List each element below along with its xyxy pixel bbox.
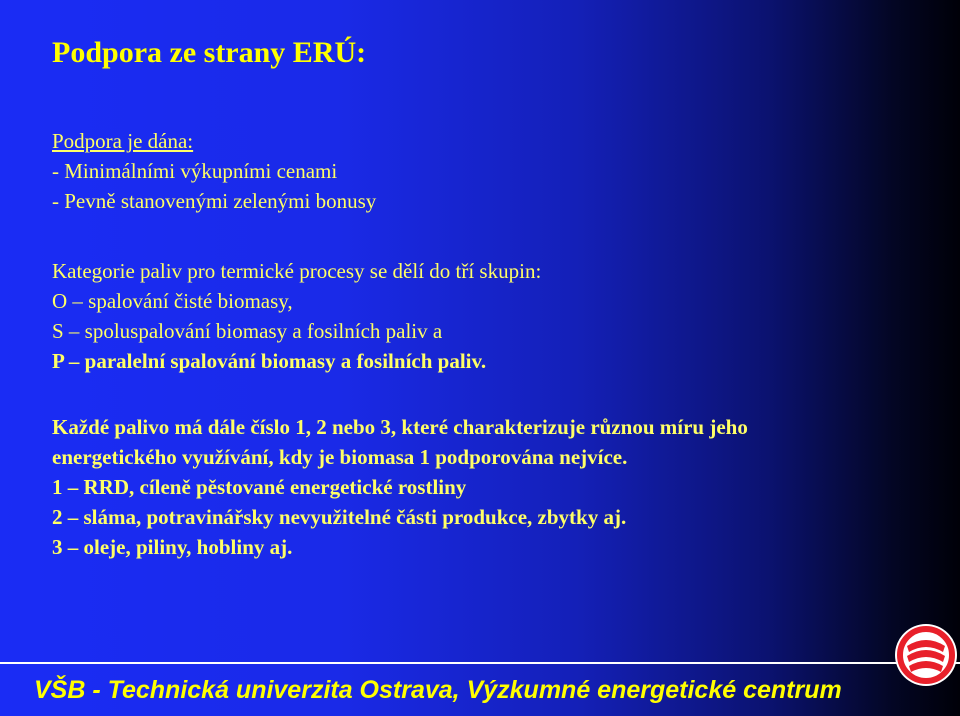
fuels-block — [52, 412, 748, 562]
footer-institution: VŠB - Technická univerzita Ostrava, Výzkumné energetické centrum — [34, 676, 842, 704]
categories-intro: Kategorie paliv pro termické procesy se dělí do tří skupin: — [52, 259, 542, 283]
vsb-logo-icon — [893, 622, 959, 688]
fuels-line: 2 – sláma, potravinářsky nevyužitelné části produkce, zbytky aj. — [52, 505, 627, 529]
category-item: O – spalování čisté biomasy, — [52, 289, 293, 313]
category-item: S – spoluspalování biomasy a fosilních paliv a — [52, 319, 443, 343]
footer-divider — [0, 662, 960, 664]
fuels-line: Každé palivo má dále číslo 1, 2 nebo 3, které charakterizuje různou míru jeho — [52, 415, 748, 439]
support-heading: Podpora je dána: — [52, 129, 194, 153]
slide-title: Podpora ze strany ERÚ: — [52, 36, 367, 69]
support-item: - Minimálními výkupními cenami — [52, 159, 338, 183]
support-item: - Pevně stanovenými zelenými bonusy — [52, 189, 377, 213]
fuels-line: energetického využívání, kdy je biomasa 1 podporována nejvíce. — [52, 445, 628, 469]
fuels-line: 3 – oleje, piliny, hobliny aj. — [52, 535, 293, 559]
support-block — [52, 126, 376, 216]
category-item: P – paralelní spalování biomasy a fosilních paliv. — [52, 349, 487, 373]
categories-block — [52, 256, 541, 376]
fuels-line: 1 – RRD, cíleně pěstované energetické rostliny — [52, 475, 467, 499]
